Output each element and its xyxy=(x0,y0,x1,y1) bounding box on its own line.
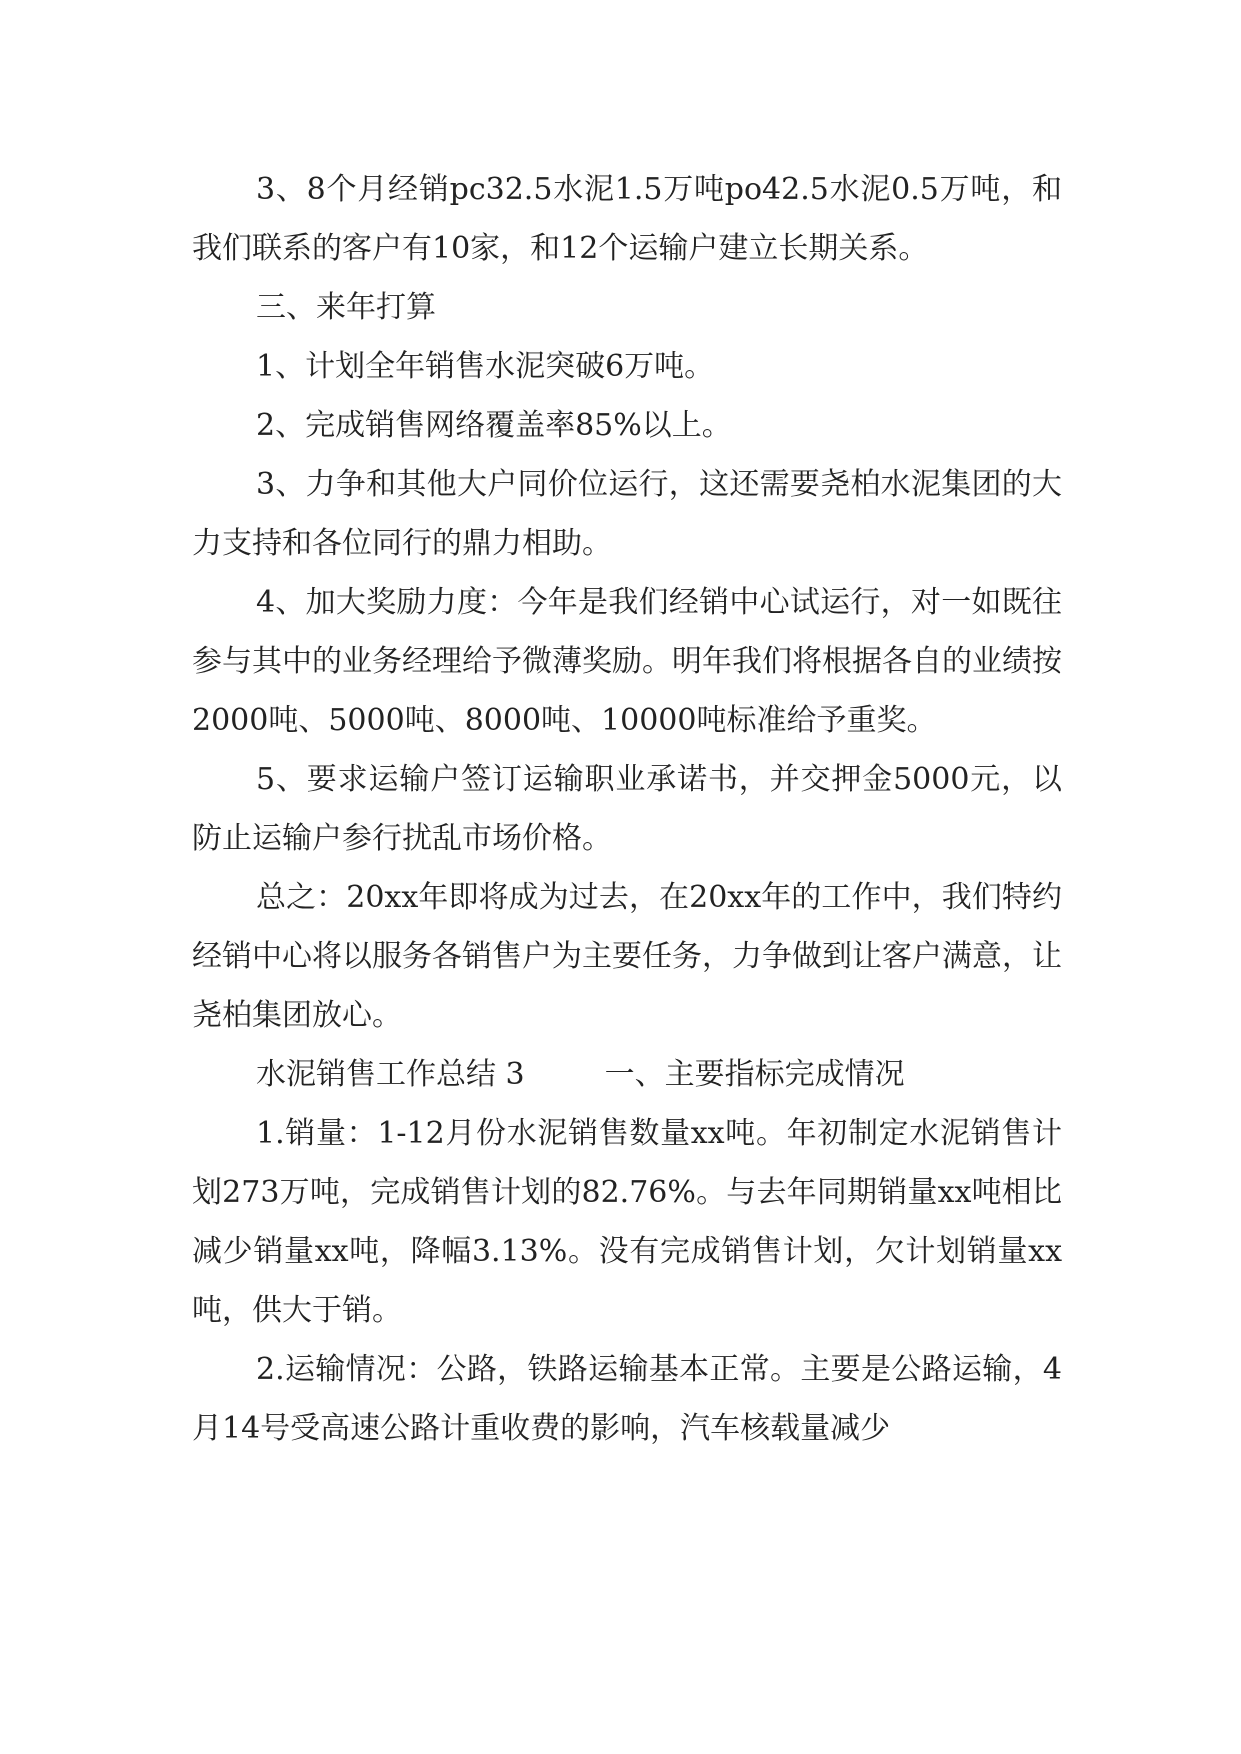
plan-item-4: 4、加大奖励力度：今年是我们经销中心试运行，对一如既往参与其中的业务经理给予微薄奖励。明年我们将根据各自的业绩按2000吨、5000吨、8000吨、10000吨标准给予重奖。 xyxy=(192,585,1062,738)
plan-item-3: 3、力争和其他大户同价位运行，这还需要尧柏水泥集团的大力支持和各位同行的鼎力相助。 xyxy=(192,467,1062,561)
paragraph-sales-indicator: 1.销量：1-12月份水泥销售数量xx吨。年初制定水泥销售计划273万吨，完成销售计划的82.76%。与去年同期销量xx吨相比减少销量xx吨，降幅3.13%。没有完成销售计划，欠计划销量xx吨，供大于销。 xyxy=(192,1116,1062,1328)
section-title: 水泥销售工作总结 3 xyxy=(256,1057,525,1092)
paragraph-conclusion: 总之：20xx年即将成为过去，在20xx年的工作中，我们特约经销中心将以服务各销售户为主要任务，力争做到让客户满意，让尧柏集团放心。 xyxy=(192,880,1062,1033)
plan-item-5: 5、要求运输户签订运输职业承诺书，并交押金5000元，以防止运输户参行扰乱市场价格。 xyxy=(192,762,1062,856)
document-body xyxy=(192,160,1062,1458)
plan-item-2: 2、完成销售网络覆盖率85%以上。 xyxy=(256,408,732,443)
plan-item-1: 1、计划全年销售水泥突破6万吨。 xyxy=(256,349,715,384)
paragraph-sales-volume: 3、8个月经销pc32.5水泥1.5万吨po42.5水泥0.5万吨，和我们联系的客户有10家，和12个运输户建立长期关系。 xyxy=(192,172,1062,266)
heading-next-year-plan: 三、来年打算 xyxy=(256,290,436,325)
section-subtitle: 一、主要指标完成情况 xyxy=(604,1057,905,1092)
paragraph-transport: 2.运输情况：公路，铁路运输基本正常。主要是公路运输，4月14号受高速公路计重收费的影响，汽车核载量减少 xyxy=(192,1352,1062,1446)
section-heading xyxy=(192,1045,1062,1104)
